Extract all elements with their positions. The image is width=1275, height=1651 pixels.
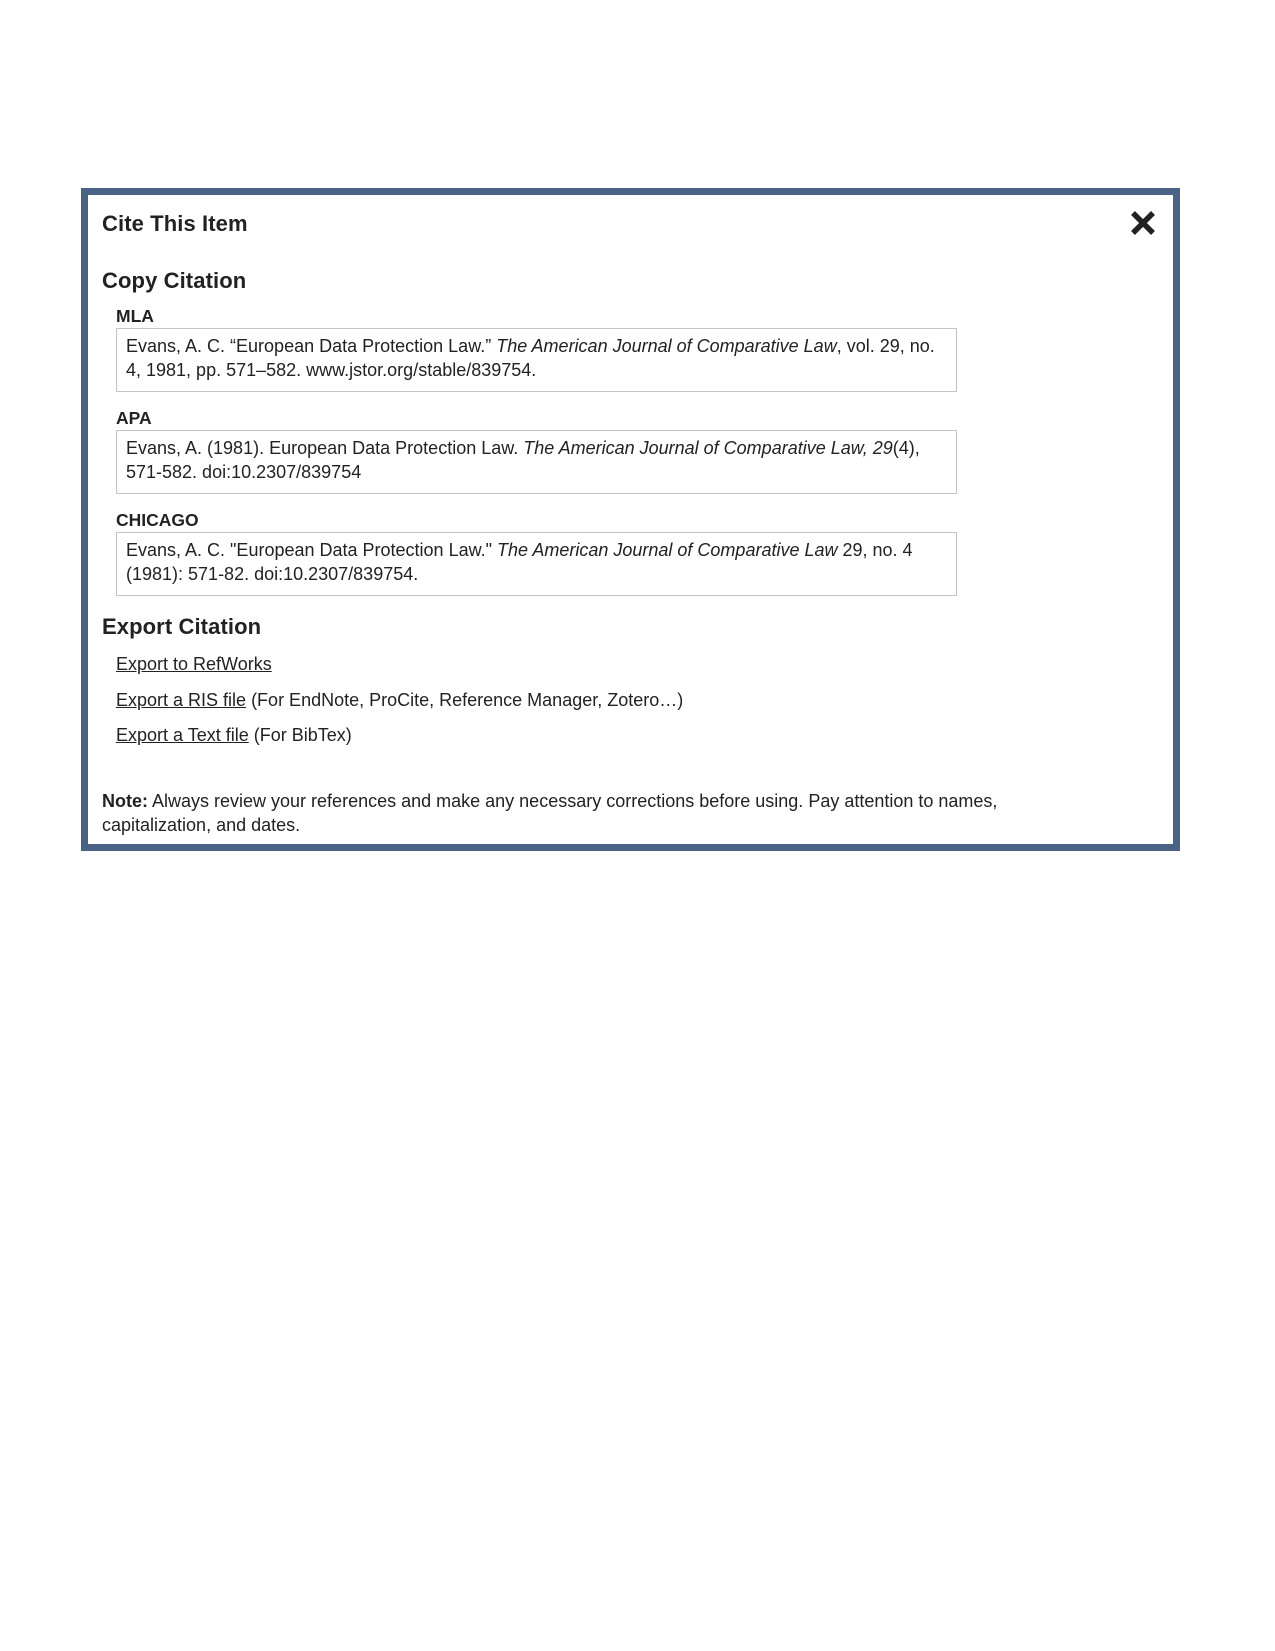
dialog-title: Cite This Item (102, 211, 248, 236)
chicago-citation-prefix: Evans, A. C. "European Data Protection Law." (126, 540, 497, 560)
export-refworks-row (116, 653, 272, 675)
export-refworks-link[interactable]: Export to RefWorks (116, 654, 272, 674)
note-label: Note: (102, 791, 148, 811)
apa-citation-prefix: Evans, A. (1981). European Data Protection Law. (126, 438, 524, 458)
export-text-link[interactable]: Export a Text file (116, 725, 249, 745)
apa-label: APA (116, 408, 152, 428)
apa-journal-title: The American Journal of Comparative Law, 29 (523, 438, 893, 458)
chicago-label: CHICAGO (116, 510, 199, 530)
close-button[interactable] (1129, 209, 1157, 237)
mla-citation-suffix: , vol. 29, no. 4, 1981, pp. 571–582. www.jstor.org/stable/839754. (126, 336, 935, 380)
chicago-citation-box[interactable] (116, 532, 957, 596)
copy-citation-heading: Copy Citation (102, 268, 247, 293)
chicago-citation-suffix: 29, no. 4 (1981): 571-82. doi:10.2307/839754. (126, 540, 913, 584)
export-citation-heading: Export Citation (102, 614, 262, 639)
review-note (102, 789, 1062, 837)
export-ris-note: (For EndNote, ProCite, Reference Manager, Zotero…) (246, 690, 684, 710)
export-text-note: (For BibTex) (248, 725, 352, 745)
mla-citation-box[interactable] (116, 328, 957, 392)
cite-dialog (81, 188, 1180, 851)
export-text-row (116, 724, 352, 746)
apa-citation-suffix: (4), 571-582. doi:10.2307/839754 (126, 438, 920, 482)
mla-journal-title: The American Journal of Comparative Law (496, 336, 837, 356)
close-icon (1129, 209, 1157, 237)
export-ris-row (116, 689, 683, 711)
chicago-journal-title: The American Journal of Comparative Law (497, 540, 838, 560)
apa-citation-box[interactable] (116, 430, 957, 494)
export-ris-link[interactable]: Export a RIS file (116, 690, 247, 710)
note-text: Always review your references and make any necessary corrections before using. Pay attention to names, capitalization, and dates. (102, 791, 998, 835)
mla-citation-prefix: Evans, A. C. “European Data Protection Law.” (126, 336, 497, 356)
mla-label: MLA (116, 306, 154, 326)
